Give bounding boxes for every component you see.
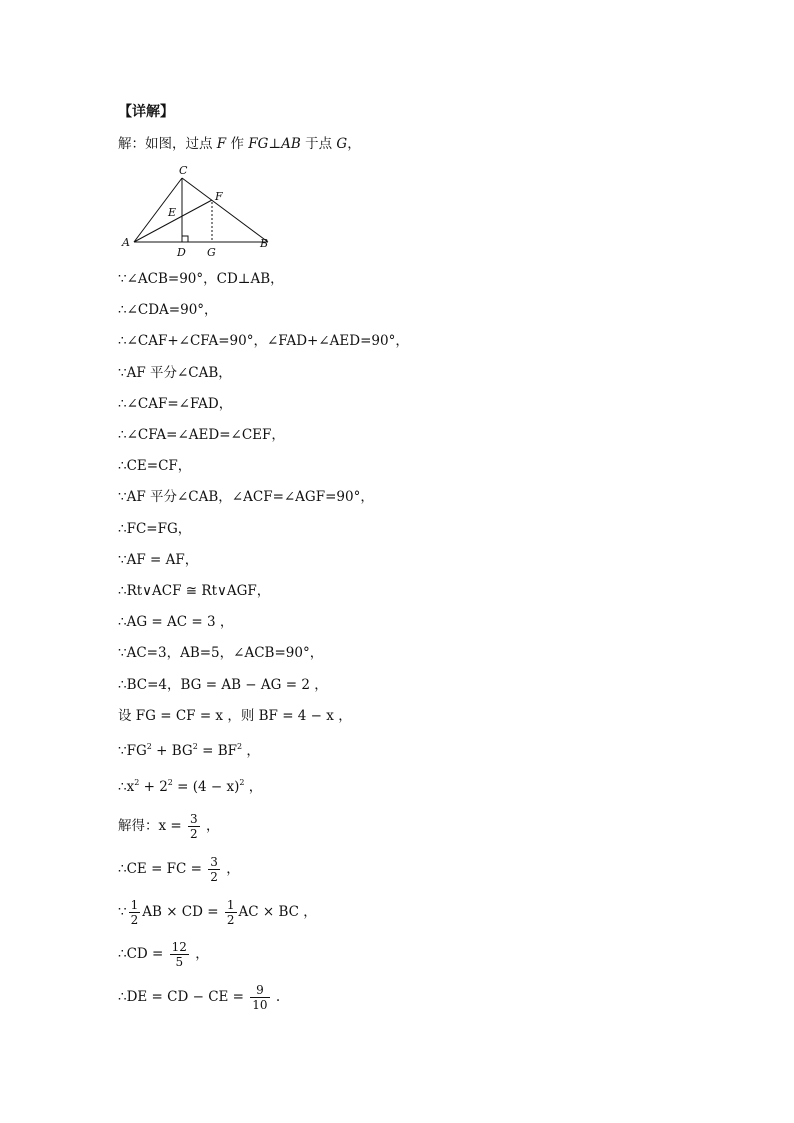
segment-cb	[182, 178, 268, 242]
fraction	[188, 812, 200, 841]
de-line	[118, 983, 280, 1012]
label-e: E	[168, 206, 177, 219]
solve-prefix: 解得：	[118, 818, 159, 834]
cd-line	[118, 940, 209, 969]
label-d: D	[177, 246, 186, 259]
label-a: A	[122, 236, 130, 249]
equation-line	[118, 774, 262, 796]
fraction-numerator: 1	[226, 898, 235, 912]
fraction-numerator: 1	[130, 898, 139, 912]
fraction-denominator: 2	[226, 913, 235, 927]
fraction	[170, 940, 189, 969]
proof-line: ∵AC=3，AB=5，∠ACB=90°，	[118, 645, 324, 661]
fraction-numerator: 3	[190, 812, 198, 826]
right-angle-mark	[182, 236, 188, 242]
intro-mid1: 作	[226, 136, 249, 152]
area-mid: AB × CD =	[142, 904, 223, 920]
pyth-sup-3: 2	[236, 742, 243, 751]
intro-perp: ⊥	[268, 136, 282, 152]
proof-line: ∴Rt∨ACF ≅ Rt∨AGF，	[118, 583, 271, 599]
proof-line: ∴AG = AC = 3 ，	[118, 614, 234, 630]
intro-tail: ，	[347, 136, 361, 152]
proof-line: ∴CE=CF，	[118, 458, 192, 474]
proof-line: ∴∠CFA=∠AED=∠CEF，	[118, 427, 285, 443]
fraction-denominator: 10	[252, 998, 268, 1012]
de-lhs: ∴DE = CD − CE =	[118, 989, 249, 1005]
solve-line	[118, 812, 219, 841]
eq-part-b: + 2	[139, 779, 168, 795]
pyth-part-a: ∵FG	[118, 743, 147, 759]
pyth-part-b: + BG	[151, 743, 193, 759]
pyth-part-c: = BF	[197, 743, 237, 759]
fraction-denominator: 5	[175, 955, 184, 969]
fraction-numerator: 9	[250, 983, 269, 998]
fraction-numerator: 3	[210, 855, 218, 869]
proof-line: 设 FG = CF = x ，则 BF = 4 − x ，	[118, 708, 352, 724]
proof-line: ∵AF 平分∠CAB，	[118, 365, 232, 381]
fraction	[225, 898, 237, 927]
intro-point-f: F	[216, 136, 227, 152]
fraction	[129, 898, 141, 927]
area-tail: ，	[298, 904, 317, 920]
proof-line: ∴BC=4，BG = AB − AG = 2 ，	[118, 677, 328, 693]
eq-part-c: = (4 − x)	[172, 779, 240, 795]
pyth-sup-1: 2	[146, 742, 152, 751]
intro-line	[118, 135, 361, 153]
intro-prefix: 解：如图，过点	[118, 136, 217, 152]
cd-tail: ，	[190, 946, 209, 962]
eq-sup-3: 2	[239, 778, 245, 787]
triangle-figure	[118, 160, 278, 260]
pyth-tail: ，	[242, 743, 260, 759]
solve-lhs: x =	[158, 818, 187, 834]
proof-line: ∵∠ACB=90°，CD⊥AB，	[118, 271, 284, 287]
fraction-denominator: 2	[130, 913, 139, 927]
label-c: C	[179, 164, 188, 177]
fraction	[208, 855, 220, 884]
eq-part-a: ∴x	[118, 779, 135, 795]
label-g: G	[207, 246, 216, 259]
intro-fg: FG	[248, 136, 269, 152]
eq-sup-2: 2	[167, 778, 173, 787]
proof-line: ∴FC=FG，	[118, 521, 192, 537]
intro-point-g: G	[336, 136, 348, 152]
label-b: B	[260, 237, 269, 250]
intro-mid2: 于点	[300, 136, 337, 152]
solve-tail: ，	[201, 818, 220, 834]
fraction-denominator: 2	[190, 827, 198, 841]
intro-ab: AB	[281, 136, 301, 152]
fraction-numerator: 12	[171, 940, 187, 954]
proof-line: ∴∠CDA=90°，	[118, 302, 218, 318]
proof-line: ∴∠CAF+∠CFA=90°，∠FAD+∠AED=90°，	[118, 333, 409, 349]
eq-sup-1: 2	[134, 778, 140, 787]
ce-line	[118, 855, 240, 884]
cd-lhs: ∴CD =	[118, 946, 168, 962]
fraction-denominator: 2	[210, 870, 218, 884]
section-heading: 【详解】	[118, 104, 174, 120]
area-pre: ∵	[118, 904, 127, 920]
proof-line: ∴∠CAF=∠FAD，	[118, 396, 233, 412]
pythagoras-line	[118, 738, 260, 760]
de-tail: .	[271, 989, 281, 1005]
fraction	[250, 983, 269, 1012]
proof-line: ∵AF 平分∠CAB，∠ACF=∠AGF=90°，	[118, 489, 374, 505]
proof-line: ∵AF = AF，	[118, 552, 199, 568]
ce-tail: ，	[221, 861, 240, 877]
area-end: AC × BC	[238, 904, 299, 920]
pyth-sup-2: 2	[192, 742, 198, 751]
eq-tail: ，	[244, 779, 263, 795]
label-f: F	[215, 190, 223, 203]
area-line	[118, 898, 317, 927]
ce-lhs: ∴CE = FC =	[118, 861, 207, 877]
